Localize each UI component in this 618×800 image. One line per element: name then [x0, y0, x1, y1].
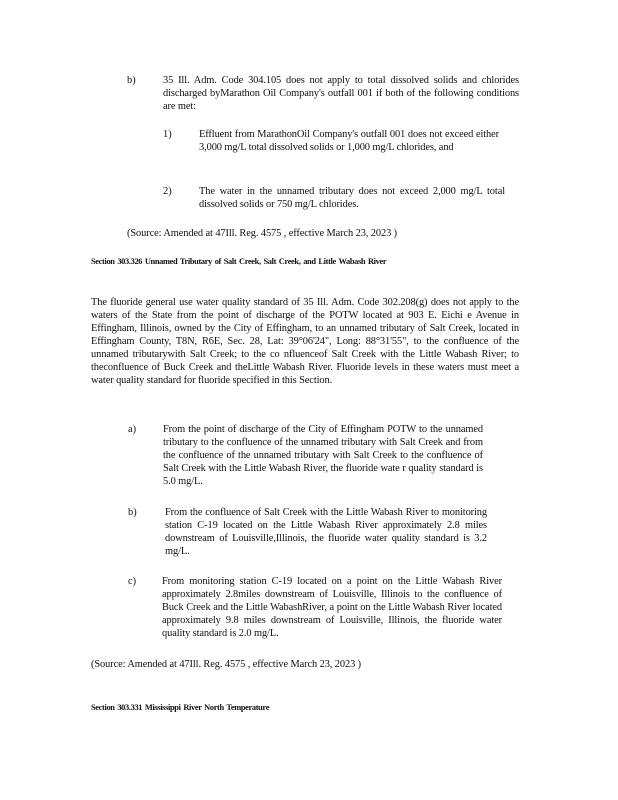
item-text: From monitoring station C-19 located on a point on the Little Wabash River approximately 2.8miles downstream of Louisville, Illinois to the confluence of Buck Creek and the Little WabashRiver, a point on the Little Wabash River located approximately 9.8 miles downstream of Louisville, Illinois, the fluoride water quality standard is 2.0 mg/L.	[162, 576, 502, 639]
section-heading: Section 303.331 Mississippi River North Temperature	[91, 703, 270, 712]
item-text: 35 Ill. Adm. Code 304.105 does not apply to total dissolved solids and chlorides discharged byMarathon Oil Company's outfall 001 if both of the following conditions are met:	[163, 75, 519, 112]
item-text: From the confluence of Salt Creek with the Little Wabash River to monitoring station C-19 located on the Little Wabash River approximately 2.8 miles downstream of Louisville,Illinois, the fluoride water quality standard is 3.2 mg/L.	[165, 507, 487, 557]
item-marker: c)	[128, 576, 137, 587]
subitem-marker: 2)	[163, 186, 172, 197]
section-heading: Section 303.326 Unnamed Tributary of Salt Creek, Salt Creek, and Little Wabash River	[91, 257, 387, 266]
subitem-text: The water in the unnamed tributary does not exceed 2,000 mg/L total dissolved solids or 750 mg/L chlorides.	[199, 186, 505, 210]
subitem-text: Effluent from MarathonOil Company's outfall 001 does not exceed either 3,000 mg/L total dissolved solids or 1,000 mg/L chlorides, and	[199, 129, 499, 153]
subitem-marker: 1)	[163, 129, 172, 140]
item-marker: a)	[128, 424, 137, 435]
source-note: (Source: Amended at 47Ill. Reg. 4575 , effective March 23, 2023 )	[91, 659, 362, 670]
source-note: (Source: Amended at 47Ill. Reg. 4575 , effective March 23, 2023 )	[127, 228, 398, 239]
item-marker: b)	[127, 75, 136, 86]
item-text: From the point of discharge of the City of Effingham POTW to the unnamed tributary to the confluence of the unnamed tributary with Salt Creek and from the confluence of the unnamed tributary with Salt Creek to the confluence of Salt Creek with the Little Wabash River, the fluoride wate r quality standard is 5.0 mg/L.	[163, 424, 483, 487]
item-marker: b)	[128, 507, 137, 518]
section-body: The fluoride general use water quality standard of 35 Ill. Adm. Code 302.208(g) does not apply to the waters of the State from the point of discharge of the POTW located at 903 E. Eichi e Avenue in Effingham, Illinois, owned by the City of Effingham, to an unnamed tributary of Salt Creek, located in Effingham County, T8N, R6E, Sec. 28, Lat: 39°06'24", Long: 88°31'55", to the confluence of the unnamed tributarywith Salt Creek; to the co nfluenceof Salt Creek with the Little Wabash River; to theconfluence of Buck Creek and theLittle Wabash River. Fluoride levels in these waters must meet a water quality standard for fluoride specified in this Section.	[91, 297, 519, 386]
